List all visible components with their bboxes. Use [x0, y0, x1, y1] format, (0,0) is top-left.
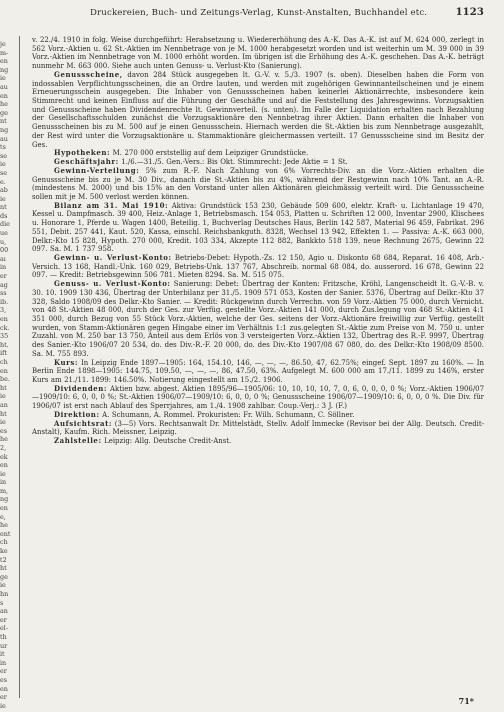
gutter-fragment: ag: [0, 280, 8, 289]
gutter-fragment: he: [0, 435, 8, 444]
paragraph: [32, 385, 484, 411]
gutter-fragment: au: [0, 82, 8, 91]
gutter-fragment: u,: [0, 237, 7, 246]
gutter-fragment: 2,: [0, 443, 7, 452]
gutter-fragment: ek: [0, 452, 8, 461]
page-number: 1123: [455, 7, 484, 18]
gutter-fragment: ie: [0, 701, 6, 710]
gutter-fragment: en: [0, 684, 8, 693]
gutter-fragment: er: [0, 272, 7, 281]
gutter-fragment: es: [0, 675, 8, 684]
paragraph: [32, 202, 484, 254]
gutter-fragment: ng: [0, 125, 9, 134]
gutter-fragment: nt: [0, 203, 7, 212]
gutter-fragment: an: [0, 400, 8, 409]
gutter-fragment: er: [0, 615, 7, 624]
paragraph-heading: Bilanz am 31. Mai 1910:: [54, 200, 169, 210]
gutter-fragment: en: [0, 504, 8, 513]
paragraph-text: M. 270 000 erststellig auf dem Leipziger Grundstücke.: [112, 149, 309, 158]
gutter-fragment: an: [0, 607, 8, 616]
running-title: Druckereien, Buch- und Zeitungs-Verlag, Kunst-Anstalten, Buchhandel etc.: [90, 8, 428, 18]
paragraph-text: Sanierung: Debet: Übertrag der Konten: Fritzsche, Kröhl, Langenscheidt lt. G.-V.-B. v. 30. 10. 1909 130 436, Übertrag der Unterbilanz per 31./5. 1909 571 053, Kosten der Sanier. 5376, Übertrag auf Delkr.-Kto 37 328, Saldo 1908/09 des Delkr.-Kto Sanier. — Kredit: Rückgewinn durch Verrechn. von 59 Vorz.-Aktien 75 000, durch Vernicht. von 48 St.-Aktien 48 000, durch der Ges. zur Verfüg. gestellte Vorz.-Aktien 141 000, durch Zus.legung von 468 St.-Aktien 4:1 351 000, durch Bezug von 55 Stück Vorz.-Aktien, welche der Ges. seitens der Vorz.-Aktionäre freiwillig zur Verfüg. gestellt wurden, von Stamm-Aktionären gegen Hingabe einer im Verhältnis 1:1 zus.gelegten St.-Aktie zum Preise von M. 750 u. unter Zuzahl. von M. 250 bar 13 750, Anteil aus dem Erlös von 3 versteigerten Vorz.-Aktien 132, Übertrag des R.-F. 9997, Übertrag des Sanier.-Kto 1906/07 20 534, do. des Div.-R.-F. 20 000, do. des Div.-Kto 1907/08 67 080, do. des Delkr.-Kto 1908/09 8500. Sa. M. 755 893.: [32, 280, 484, 358]
gutter-fragment: th: [0, 632, 7, 641]
gutter-fragment: en: [0, 57, 8, 66]
gutter-fragment: s: [0, 598, 4, 607]
paragraph: [32, 167, 484, 202]
paragraph-heading: Gewinn- u. Verlust-Konto:: [54, 252, 172, 262]
running-header: [90, 8, 484, 24]
gutter-fragment: in: [0, 658, 7, 667]
paragraph-text: Aktien bzw. abgest. Aktien 1895/96—1905/06: 10, 10, 10, 10, 7, 0, 6, 0, 0, 0, 0 %; Vorz.-Aktien 1906/07—1909/10: 6, 0, 0, 0 %; St.-Aktien 1906/07—1909/10: 6, 0, 0, 0 %; Genussscheine 1906/07—1909/10: 6, 0, 0, 0 %. Die Div. für 1906/07 ist erst nach Ablauf des Sperrjahres, am 1./4. 1908 zahlbar. Coup.-Verj.: 3 J. (F.): [32, 384, 484, 411]
gutter-fragment: hn: [0, 590, 9, 598]
gutter-fragment: ie: [0, 194, 6, 203]
gutter-fragment: ue: [0, 229, 8, 238]
gutter-fragment: ib.: [0, 297, 9, 306]
gutter-fragment: se: [0, 168, 8, 177]
paragraph-text: 5% zum R.-F. Nach Zahlung von 6% Vorrechts-Div. an die Vorz.-Aktien erhalten die Genussscheine bis zu je M. 30 Div., danach die St.-Aktien bis zu 4%, während der Restgewinn nach 10% Tant. an A.-R. (mindestens M. 2000) und bis 15% an den Vorstand unter allen Aktionären gleichmässig verteilt wird. Die Genussscheine sollen mit je M. 500 verlost werden können.: [32, 166, 484, 201]
gutter-fragment: 35: [0, 332, 9, 341]
gutter-fragment: es: [0, 426, 8, 435]
gutter-fragment: ie: [0, 392, 6, 401]
gutter-fragment: ie: [0, 74, 6, 83]
paragraph-heading: Geschäftsjahr:: [54, 157, 119, 167]
gutter-fragment: ie: [0, 418, 6, 427]
paragraph-text: (3—5) Vors. Rechtsanwalt Dr. Mittelstädt, Stellv. Adolf Immecke (Revisor bei der Allg. Deutsch. Credit-Anstalt), Kaufm. Rich. Meissner, Leipzig.: [32, 419, 484, 437]
gutter-fragment: ht: [0, 383, 7, 392]
gutter-fragment: ss: [0, 289, 7, 298]
gutter-fragment: ie: [0, 160, 6, 169]
gutter-fragment: en: [0, 315, 8, 323]
paragraph-text: davon 284 Stück ausgegeben lt. G.-V. v. 5./3. 1907 (s. oben). Dieselben haben die Form von indossablen Verpflichtungsscheinen, die an Ordre lauten, und werden mit zugehörigen Gewinnanteilscheinen und je einem Erneuerungsschein ausgegeben. Die Inhaber von Genussscheinen haben keinerlei Aktionärrechte, insbesondere kein Stimmrecht und keinen Einfluss auf die Führung der Geschäfte und auf die Feststellung des Jahresgewinns. Vorzugsaktien und Genussscheine haben Dividendenrechte lt. Gewinnverteil. (s. unten). Im Falle der Liquidation erhalten nach Bezahlung der Gesellschaftsschulden zunächst die Vorzugsaktionäre den Nennbetrag ihrer Aktien. Dann erhalten die Inhaber von Genussscheinen bis zu M. 500 auf je einen Genussschein. Hiernach werden die St.-Aktien bis zum Nennbetrage ausgezahlt, der Rest wird unter die Vorzugsaktionäre u. Stammaktionäre gleichermassen verteilt. 17 Genussscheine sind im Besitz der Ges.: [32, 70, 484, 149]
gutter-fragment: er: [0, 667, 7, 676]
paragraph-text: Aktiva: Grundstück 153 230, Gebäude 509 600, elektr. Kraft- u. Lichtanlage 19 470, Kessel u. Dampfmasch. 39 400, Heiz.-Anlage 1, Betriebsmasch. 154 053, Platten u. Schriften 12 000, Inventar 2900, Klischees u. Honorare 1, Pferde u. Wagen 1400, Beteilig. 1, Buchverlag Deutsches Haus, Berlin 142 587, Material 96 459, Fabrikat. 296 551, Debit. 257 441, Kaut. 520, Kassa, einschl. Reichsbankguth. 8328, Wechsel 13 942, Effekten 1. — Passiva: A.-K. 663 000, Delkr.-Kto 15 828, Hypoth. 270 000, Kredit. 103 334, Akzepte 112 882, Bankkto 518 139, neue Rechnung 2675, Gewinn 22 097. Sa. M. 1 737 958.: [32, 201, 484, 254]
paragraph-text: Leipzig: Allg. Deutsche Credit-Anst.: [104, 437, 232, 446]
paragraph-heading: Hypotheken:: [54, 148, 111, 158]
column-rule: [19, 36, 20, 698]
gutter-fragment: se: [0, 151, 8, 160]
gutter-fragment: e.: [0, 177, 6, 186]
gutter-fragment: ht: [0, 564, 7, 573]
article-body: [32, 36, 484, 686]
gutter-fragment: au: [0, 134, 8, 143]
gutter-fragment: in: [0, 478, 7, 487]
paragraph: [32, 359, 484, 385]
gutter-fragment: be.: [0, 375, 10, 384]
previous-column-fragments: [0, 40, 16, 710]
gutter-fragment: ds: [0, 211, 8, 220]
gutter-fragment: he: [0, 100, 8, 109]
gutter-fragment: ge: [0, 108, 8, 117]
paragraph-text: 1./6.—31./5. Gen.-Vers.: Bis Okt. Stimmrecht: Jede Aktie = 1 St.: [121, 158, 348, 167]
paragraph-heading: Genussscheine,: [54, 69, 123, 79]
paragraph: [32, 71, 484, 149]
gutter-fragment: ie: [0, 581, 6, 590]
gutter-fragment: it: [0, 650, 5, 659]
gutter-fragment: ts: [0, 143, 6, 152]
paragraph: [32, 36, 484, 71]
gutter-fragment: 3,: [0, 306, 7, 315]
paragraph-heading: Kurs:: [54, 357, 79, 367]
gutter-fragment: t2: [0, 555, 7, 564]
gutter-fragment: ie: [0, 469, 6, 478]
paragraph-text: A. Schumann, A. Rommel. Prokuristen: Fr. Wilh. Schumann, C. Söllner.: [102, 410, 355, 419]
gutter-fragment: er: [0, 693, 7, 702]
paragraph-text: Betriebs-Debet: Hypoth.-Zs. 12 150, Agio u. Diskonto 68 684, Reparat. 16 408, Arb.-Versich. 13 168, Handl.-Unk. 160 029, Betriebs-Unk. 137 767, Abschreib. normal 68 084, do. ausserord. 16 678, Gewinn 22 097. — Kredit: Betriebsgewinn 506 781. Mieten 8294. Sa. M. 515 075.: [32, 253, 484, 280]
paragraph-heading: Dividenden:: [54, 383, 108, 393]
gutter-fragment: ch: [0, 538, 8, 547]
paragraph: [32, 437, 484, 446]
signature-mark: 71*: [458, 696, 474, 706]
gutter-fragment: ke: [0, 547, 8, 556]
gutter-fragment: ht.: [0, 340, 9, 349]
gutter-fragment: ck.: [0, 323, 10, 332]
gutter-fragment: ent: [0, 529, 11, 538]
gutter-fragment: ch: [0, 357, 8, 366]
gutter-fragment: ift: [0, 349, 7, 358]
gutter-fragment: aı: [0, 254, 6, 263]
gutter-fragment: ng: [0, 495, 9, 504]
paragraph-heading: Direktion:: [54, 409, 100, 419]
paragraph: [32, 254, 484, 280]
paragraph: [32, 420, 484, 437]
gutter-fragment: ng: [0, 65, 9, 74]
gutter-fragment: m,: [0, 486, 9, 495]
paragraph-text: In Leipzig Ende 1897—1905: 164, 154.10, 146, —, —, —, 86.50, 47, 62.75%; eingef. Sept. 1897 zu 160%. — In Berlin Ende 1898—1905: 144.75, 109.50, —, —, —, 86, 47.50, 63%. Aufgelegt M. 600 000 am 17./11. 1899 zu 146%, erster Kurs am 21./11. 1899: 146.50%. Notierung eingestellt am 15./2. 1906.: [32, 358, 484, 385]
paragraph-heading: Aufsichtsrat:: [54, 418, 113, 428]
gutter-fragment: he: [0, 521, 8, 530]
gutter-fragment: 00: [0, 246, 9, 255]
gutter-fragment: en: [0, 366, 8, 375]
paragraph-heading: Gewinn-Verteilung:: [54, 165, 140, 175]
gutter-fragment: m-: [0, 48, 9, 57]
gutter-fragment: ur: [0, 641, 8, 650]
gutter-fragment: je: [0, 40, 6, 48]
paragraph: [32, 280, 484, 358]
gutter-fragment: el-: [0, 624, 8, 633]
gutter-fragment: en: [0, 461, 8, 470]
paragraph-heading: Zahlstelle:: [54, 436, 102, 446]
gutter-fragment: nt: [0, 117, 7, 126]
paragraph-text: v. 22./4. 1910 in folg. Weise durchgeführt: Herabsetzung u. Wiedererhöhung des A.-K. Das A.-K. ist auf M. 624 000, zerlegt in 562 Vorz.-Aktien u. 62 St.-Aktien im Nennbetrage von je M. 1000 herabgesetzt worden und ist weiterhin um M. 39 000 in 39 Vorz.-Aktien im Nennbetrage von M. 1000 erhöht worden. Im übrigen ist die Erhöhung des A.-K. geschehen. Das A.-K. beträgt nunmehr M. 663 000. Siehe auch unten Genuss- u. Verlust-Kto (Sanierung).: [32, 36, 484, 71]
gutter-fragment: in: [0, 263, 7, 272]
gutter-fragment: e,: [0, 512, 6, 521]
gutter-fragment: ht: [0, 409, 7, 418]
gutter-fragment: en: [0, 91, 8, 100]
gutter-fragment: ab: [0, 186, 8, 195]
gutter-fragment: die: [0, 220, 10, 229]
paragraph-heading: Genuss- u. Verlust-Konto:: [54, 279, 171, 289]
gutter-fragment: ge: [0, 572, 8, 581]
